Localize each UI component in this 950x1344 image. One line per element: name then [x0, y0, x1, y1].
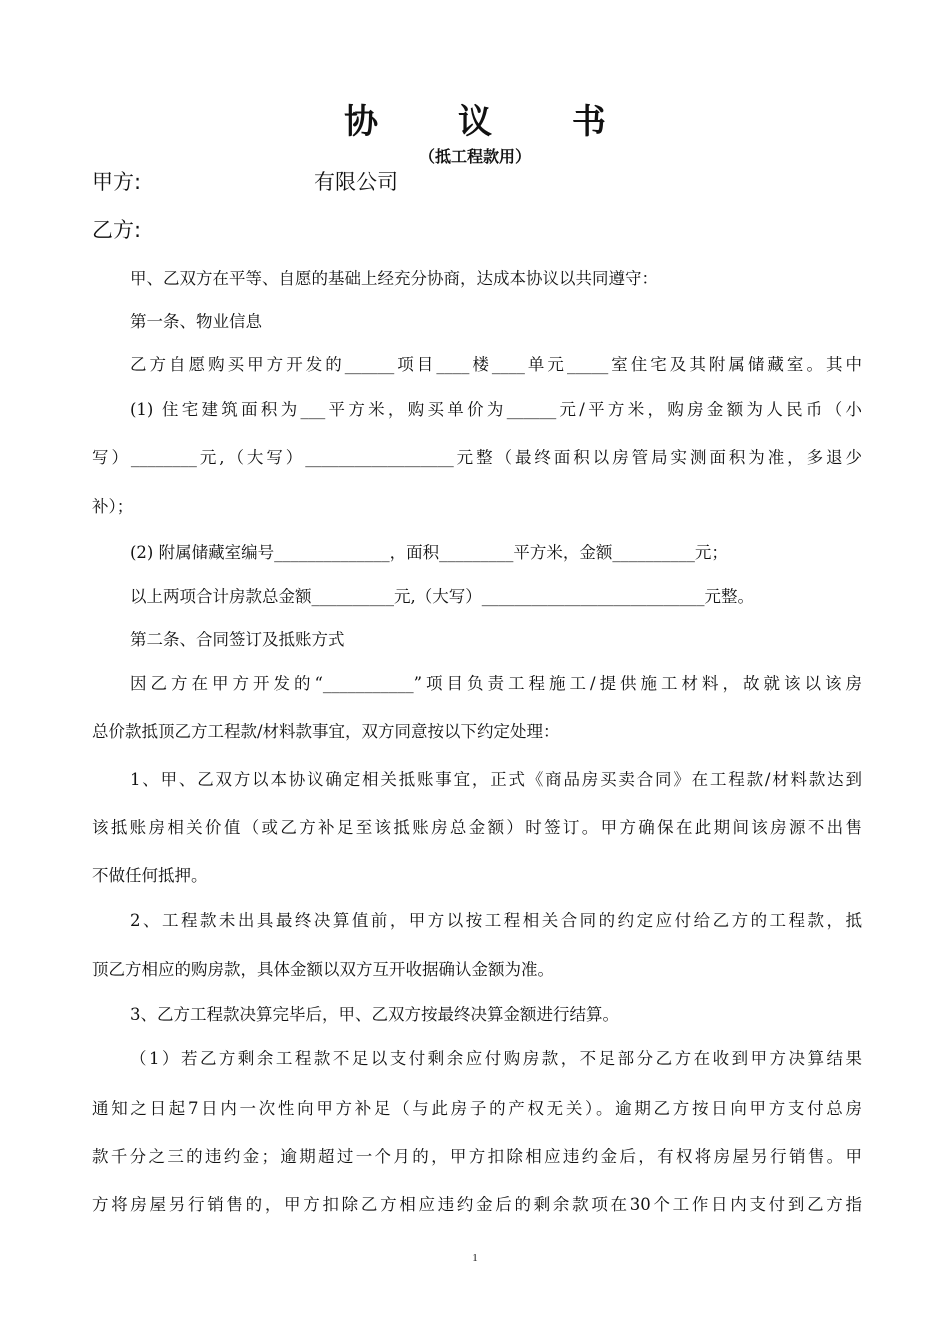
party-a-label: 甲方: — [92, 170, 142, 194]
party-a-company: 有限公司 — [314, 170, 398, 194]
paragraph-line: (2) 附属储藏室编号______________，面积_________平方米，金额__________元； — [130, 543, 728, 562]
paragraph-line: （1）若乙方剩余工程款不足以支付剩余应付购房款，不足部分乙方在收到甲方决算结果 — [130, 1049, 862, 1068]
paragraph-line: 因乙方在甲方开发的“___________”项目负责工程施工/提供施工材料，故就该以该房 — [130, 674, 862, 693]
paragraph-line: (1) 住宅建筑面积为___平方米，购买单价为______元/平方米，购房金额为人民币（小 — [130, 400, 862, 419]
section-heading: 第一条、物业信息 — [130, 312, 262, 331]
paragraph-line: 3、乙方工程款决算完毕后，甲、乙双方按最终决算金额进行结算。 — [130, 1005, 619, 1024]
paragraph-line: 不做任何抵押。 — [92, 866, 208, 885]
paragraph-line: 通知之日起7日内一次性向甲方补足（与此房子的产权无关）。逾期乙方按日向甲方支付总房 — [92, 1099, 862, 1118]
section-heading: 第二条、合同签订及抵账方式 — [130, 630, 345, 649]
paragraph-line: 款千分之三的违约金；逾期超过一个月的，甲方扣除相应违约金后，有权将房屋另行销售。甲 — [92, 1147, 862, 1166]
page-number: 1 — [472, 1252, 478, 1264]
paragraph-line: 顶乙方相应的购房款，具体金额以双方互开收据确认金额为准。 — [92, 960, 554, 979]
paragraph-line: 该抵账房相关价值（或乙方补足至该抵账房总金额）时签订。甲方确保在此期间该房源不出售 — [92, 818, 862, 837]
document-subtitle: （抵工程款用） — [418, 147, 531, 166]
party-b-label: 乙方: — [92, 218, 142, 242]
paragraph-line: 总价款抵顶乙方工程款/材料款事宜，双方同意按以下约定处理： — [92, 722, 560, 741]
document-title: 协 议 书 — [344, 102, 640, 142]
paragraph-line: 1、甲、乙双方以本协议确定相关抵账事宜，正式《商品房买卖合同》在工程款/材料款达到 — [130, 770, 862, 789]
paragraph-line: 写）________元,（大写）__________________元整（最终面积以房管局实测面积为准，多退少 — [92, 448, 862, 467]
paragraph-line: 2、工程款未出具最终决算值前，甲方以按工程相关合同的约定应付给乙方的工程款，抵 — [130, 911, 862, 930]
party-a-line — [92, 166, 398, 196]
paragraph-line: 补）； — [92, 497, 134, 516]
paragraph-line: 甲、乙双方在平等、自愿的基础上经充分协商，达成本协议以共同遵守： — [130, 269, 658, 288]
party-b-line — [92, 214, 141, 244]
paragraph-line: 以上两项合计房款总金额__________元,（大写）___________________________元整。 — [130, 587, 754, 606]
paragraph-line: 乙方自愿购买甲方开发的______项目____楼____单元_____室住宅及其附属储藏室。其中 — [130, 355, 862, 374]
paragraph-line: 方将房屋另行销售的，甲方扣除乙方相应违约金后的剩余款项在30个工作日内支付到乙方指 — [92, 1195, 862, 1214]
